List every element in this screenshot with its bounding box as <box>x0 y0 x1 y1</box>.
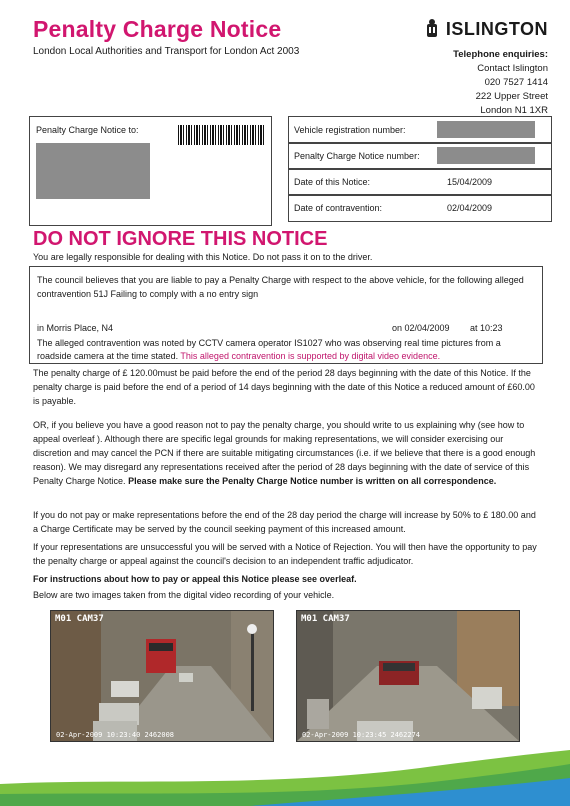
redacted-pcn-number <box>437 147 535 164</box>
cctv-label-1: M01 CAM37 <box>55 614 104 624</box>
cctv-image-1 <box>50 610 274 742</box>
warning-subtext: You are legally responsible for dealing with this Notice. Do not pass it on to the driver. <box>33 252 373 262</box>
cctv-image-2 <box>296 610 520 742</box>
cctv-timestamp-2: 02-Apr-2009 10:23:45 2462274 <box>302 731 421 739</box>
address-box-label: Penalty Charge Notice to: <box>36 125 139 135</box>
act-subtitle: London Local Authorities and Transport for London Act 2003 <box>33 46 300 57</box>
contact-street: 222 Upper Street <box>475 91 548 102</box>
contact-phone: 020 7527 1414 <box>484 77 548 88</box>
barcode <box>178 125 264 145</box>
contact-block <box>453 48 548 118</box>
notice-date-label: Date of this Notice: <box>294 177 371 187</box>
street-scene-1 <box>51 611 273 741</box>
contravention-box <box>29 266 543 364</box>
logo-text: ISLINGTON <box>445 18 548 39</box>
vehicle-reg-row <box>288 116 552 144</box>
pcn-number-row <box>288 142 552 170</box>
cctv-label-2: M01 CAM37 <box>301 614 350 624</box>
payment-paragraph: The penalty charge of £ 120.00must be paid before the end of the period 28 days beginning with the date of this Notice. If the penalty charge is paid before the end of a period of 14 days beginning with the date of this Notice a reduced amount of £60.00 is payable. <box>33 368 535 406</box>
crest-icon <box>424 18 440 40</box>
redacted-address <box>36 143 150 199</box>
contravention-time: at 10:23 <box>470 323 503 333</box>
representation-text: OR, if you believe you have a good reason not to pay the penalty charge, you should write to us explaining why (see how to appeal overleaf ). Although there are specific legal grounds for making representations, we will consider exercising our discretion and may cancel the PCN if there are suitable mitigating circumstances (i.e. if we believe that there is a good enough reason). We may disregard any representations received after the period of 28 days beginning with the date of service of this Penalty Charge Notice. <box>33 420 536 486</box>
notice-title: Penalty Charge Notice <box>33 16 282 42</box>
increase-paragraph: If you do not pay or make representations before the end of the 28 day period the charge will increase by 50% to £ 180.00 and a Charge Certificate may be served by the council seeking payment of this increased amount. <box>33 510 536 534</box>
images-intro: Below are two images taken from the digital video recording of your vehicle. <box>33 590 335 600</box>
enquiries-label: Telephone enquiries: <box>453 49 548 60</box>
contravention-date-value: 02/04/2009 <box>447 203 493 213</box>
contravention-date-row <box>288 194 552 222</box>
contravention-description: The council believes that you are liable to pay a Penalty Charge with respect to the above vehicle, for the following alleged contravention 51J Failing to comply with a no entry sign <box>37 275 524 299</box>
redacted-vehicle-reg <box>437 121 535 138</box>
cctv-timestamp-1: 02-Apr-2009 10:23:40 2462008 <box>56 731 175 739</box>
representation-paragraph <box>33 418 543 488</box>
islington-logo <box>424 18 548 40</box>
contact-postcode: London N1 1XR <box>480 105 548 116</box>
footer-swoosh <box>0 748 570 806</box>
evidence-text: This alleged contravention is supported by digital video evidence. <box>180 351 441 361</box>
cctv-operator-text: The alleged contravention was noted by CCTV camera operator IS1027 who was observing real time pictures from a roadside camera at the time stated. <box>37 338 501 361</box>
vehicle-reg-label: Vehicle registration number: <box>294 125 406 135</box>
instructions-paragraph: For instructions about how to pay or appeal this Notice please see overleaf. <box>33 574 357 584</box>
warning-heading: DO NOT IGNORE THIS NOTICE <box>33 228 328 250</box>
contact-line: Contact Islington <box>477 63 548 74</box>
contravention-date-label: Date of contravention: <box>294 203 383 213</box>
address-box <box>29 116 272 226</box>
cctv-note <box>37 337 535 363</box>
representation-bold-text: Please make sure the Penalty Charge Notice number is written on all correspondence. <box>128 476 497 486</box>
rejection-paragraph: If your representations are unsuccessful you will be served with a Notice of Rejection. You will then have the opportunity to pay the penalty charge or appeal against the council's decision to an independent traffic adjudicator. <box>33 542 537 566</box>
contravention-on-date: on 02/04/2009 <box>392 323 450 333</box>
pcn-number-label: Penalty Charge Notice number: <box>294 151 420 161</box>
street-scene-2 <box>297 611 519 741</box>
notice-date-value: 15/04/2009 <box>447 177 493 187</box>
notice-date-row <box>288 168 552 196</box>
contravention-location: in Morris Place, N4 <box>37 323 114 333</box>
